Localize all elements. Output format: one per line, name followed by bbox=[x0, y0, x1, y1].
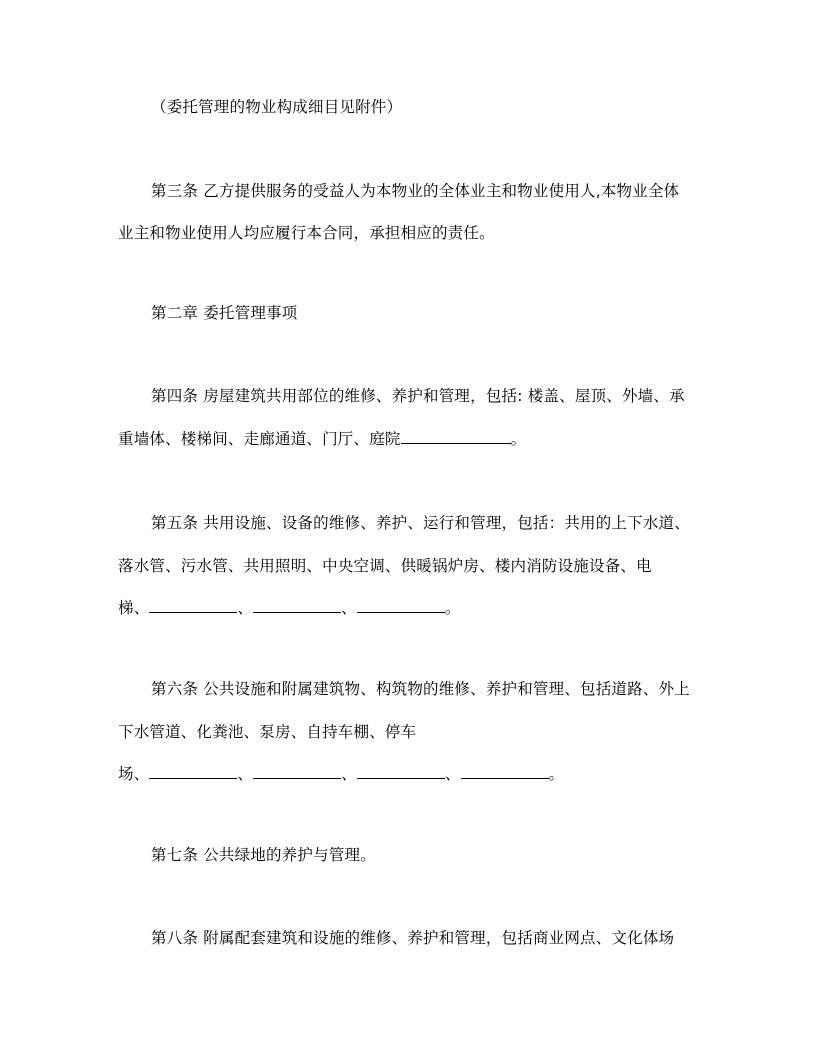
fill-in-blank[interactable] bbox=[401, 429, 511, 444]
separator: 、 bbox=[237, 599, 254, 617]
article-5-line-3-text: 梯、 bbox=[118, 599, 150, 617]
article-4-line-2-text: 重墙体、楼梯间、走廊通道、门厅、庭院 bbox=[118, 430, 401, 448]
separator: 、 bbox=[341, 599, 357, 617]
article-6-line-2: 下水管道、化粪池、泵房、自持车棚、停车 bbox=[118, 723, 417, 741]
separator: 、 bbox=[341, 765, 357, 783]
separator: 、 bbox=[444, 765, 461, 783]
fill-in-blank[interactable] bbox=[149, 764, 237, 779]
article-5-line-1: 第五条 共用设施、设备的维修、养护、运行和管理，包括：共用的上下水道、 bbox=[151, 514, 690, 532]
period: 。 bbox=[510, 430, 527, 448]
article-6-line-1: 第六条 公共设施和附属建筑物、构筑物的维修、养护和管理、包括道路、外上 bbox=[151, 680, 690, 698]
article-8-line-1: 第八条 附属配套建筑和设施的维修、养护和管理，包括商业网点、文化体场 bbox=[151, 929, 675, 947]
fill-in-blank[interactable] bbox=[253, 598, 341, 613]
article-6-line-3-text: 场、 bbox=[118, 765, 150, 783]
article-4-line-2 bbox=[118, 429, 526, 449]
period: 。 bbox=[548, 765, 565, 783]
article-3-line-1: 第三条 乙方提供服务的受益人为本物业的全体业主和物业使用人,本物业全体 bbox=[151, 182, 680, 200]
fill-in-blank[interactable] bbox=[253, 764, 341, 779]
article-3-line-2: 业主和物业使用人均应履行本合同，承担相应的责任。 bbox=[118, 224, 495, 242]
article-7: 第七条 公共绿地的养护与管理。 bbox=[151, 846, 376, 864]
period: 。 bbox=[444, 599, 461, 617]
article-5-line-3 bbox=[118, 598, 461, 618]
fill-in-blank[interactable] bbox=[461, 764, 549, 779]
fill-in-blank[interactable] bbox=[149, 598, 237, 613]
article-5-line-2: 落水管、污水管、共用照明、中央空调、供暖锅炉房、楼内消防设施设备、电 bbox=[118, 557, 652, 575]
separator: 、 bbox=[237, 765, 254, 783]
fill-in-blank[interactable] bbox=[357, 598, 445, 613]
fill-in-blank[interactable] bbox=[357, 764, 445, 779]
annex-note: （委托管理的物业构成细目见附件） bbox=[151, 98, 403, 116]
article-6-line-3 bbox=[118, 764, 564, 784]
article-4-line-1: 第四条 房屋建筑共用部位的维修、养护和管理，包括: 楼盖、屋顶、外墙、承 bbox=[151, 387, 685, 405]
chapter-2-heading: 第二章 委托管理事项 bbox=[151, 304, 298, 322]
